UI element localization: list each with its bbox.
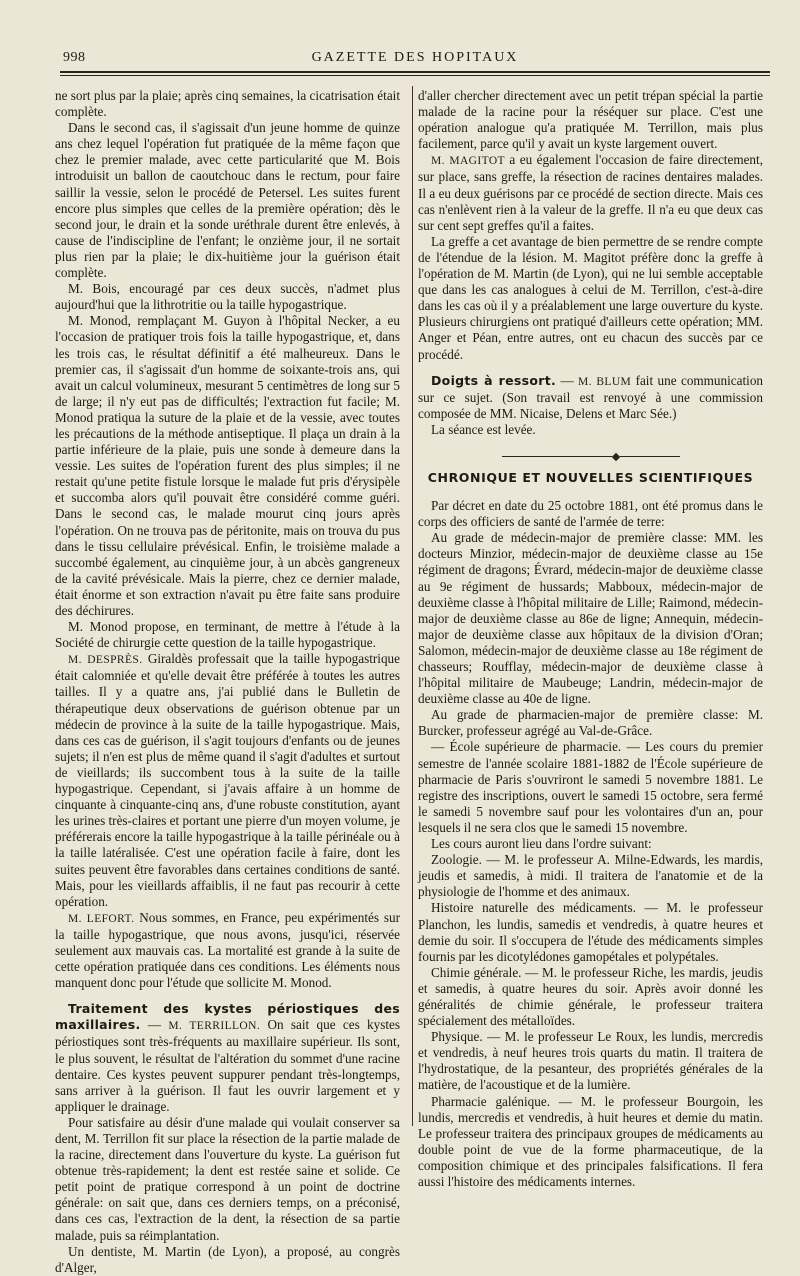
seance-closed: La séance est levée. xyxy=(431,421,536,437)
speaker-text: Nous sommes, en France, peu expérimentés sur la taille hypogastrique, que nous avons, jusqu'ici, réservée seulement aux mauvais cas. La mortalité est grande à la suite de cette opération pratiquée dans ces conditions. Les éléments nous manquent donc pour l'étude que sollicite M. Monod. xyxy=(55,909,400,991)
paragraph-despres xyxy=(55,651,400,910)
running-title: GAZETTE DES HOPITAUX xyxy=(311,50,519,65)
paragraph-magitot xyxy=(418,152,763,233)
paragraph: Les cours auront lieu dans l'ordre suivant: xyxy=(431,836,652,852)
paragraph: Dans le second cas, il s'agissait d'un jeune homme de quinze ans chez lequel l'opération fut pratiquée de la même façon que chez le premier malade, avec cette particularité que M. Bois introduisit un ballon de caoutchouc dans le rectum, pour faire saillir la vessie, selon le procédé de Petersel. Les suites furent encore plus simples que celles de la première opération; dès le second jour, le drain et la sonde uréthrale durent être enlevés, à cause de l'indiscipline de l'enfant; le onzième jour, il ne sortait plus rien par la plaie; le dix-huitième jour la guérison était complète. xyxy=(55,120,400,281)
right-column xyxy=(418,88,763,1190)
paragraph: Un dentiste, M. Martin (de Lyon), a proposé, au congrès d'Alger, xyxy=(55,1243,400,1275)
header-rule-thin xyxy=(60,75,770,76)
speaker-name: M. BLUM xyxy=(578,375,632,388)
paragraph: Pour satisfaire au désir d'une malade qui voulait conserver sa dent, M. Terrillon fit sur place la résection de la partie malade de la racine, directement dans l'ouverture du kyste. La guérison fut obtenue très-rapidement; la dent est restée saine et solide. Ce petit point de pratique correspond à un point de doctrine générale: on sait que, dans ces derniers temps, on a préconisé, dans ces cas, l'extraction de la dent, la résection de sa partie malade, puis sa réimplantation. xyxy=(55,1114,400,1243)
paragraph: Physique. — M. le professeur Le Roux, les lundis, mercredis et vendredis, à neuf heures trois quarts du matin. Il traitera de l'hydrostatique, de la pesanteur, des propriétés générales de la matière, de l'acoustique et de la lumière. xyxy=(418,1029,763,1093)
section-separator xyxy=(418,448,763,458)
section-title: Doigts à ressort. xyxy=(431,372,557,388)
speaker-text: On sait que ces kystes périostiques sont très-fréquents au maxillaire supérieur. Ils sont, le plus souvent, le résultat de l'altération du sommet d'une racine dentaire. Ces kystes peuvent suppurer pendant très-longtemps, sans arriver à la guérison. Il faut les ouvrir largement et y appliquer le drainage. xyxy=(55,1017,400,1114)
paragraph-blum: Doigts à ressort. — M. BLUM fait une communication sur ce sujet. (Son travail est renvoyé à une commission composée de MM. Nicaise, Delens et Marc Sée.) xyxy=(418,372,764,421)
speaker-name: M. LEFORT. xyxy=(68,912,135,925)
page-header xyxy=(60,48,770,72)
paragraph: M. Monod, remplaçant M. Guyon à l'hôpital Necker, a eu l'occasion de pratiquer trois fois la taille hypogastrique, et, dans les trois cas, le résultat définitif a été malheureux. Dans le premier cas, il s'agissait d'un homme de soixante-trois ans, qui avait un calcul volumineux, mesurant 5 centimètres de long sur 5 de large; il n'y eut pas de difficultés; l'extraction fut facile; M. Monod pratiqua la suture de la plaie et de la vessie, avec toutes les précautions de la méthode antiseptique. Il plaça un drain à la partie inférieure de la plaie, puis une sonde à demeure dans la vessie. Les suites de l'opération furent des plus simples; il ne restait qu'une petite fistule lorsque le malade fut pris d'érysipèle et succomba alors qu'il pouvait être considéré comme guéri. Dans le second cas, le malade mourut cinq jours après l'opération. On ne trouva pas de péritonite, mais on trouva du pus dans le tissu cellulaire prévésical. Enfin, le troisième malade a succombé également, au cinquième jour, à un abcès gangreneux de la cavité prévésicale. Mais la pierre, chez ce dernier malade, était énorme et son extraction n'avait pu être faite sans produire des déchirures. xyxy=(55,313,400,618)
paragraph: Par décret en date du 25 octobre 1881, ont été promus dans le corps des officiers de santé de l'armée de terre: xyxy=(418,498,763,530)
paragraph: d'aller chercher directement avec un petit trépan spécial la partie malade de la racine pour la réséquer sur place. C'est une opération analogue qu'a pratiquée M. Terrillon, mais plus facilement, parce qu'il y avait un kyste largement ouvert. xyxy=(418,88,763,152)
paragraph: Chimie générale. — M. le professeur Riche, les mardis, jeudis et samedis, à quatre heures du soir. Après avoir donné les généralités de chimie générale, le professeur traitera spécialement des métalloïdes. xyxy=(418,964,763,1029)
column-divider xyxy=(412,86,413,1126)
paragraph: Zoologie. — M. le professeur A. Milne-Edwards, les mardis, jeudis et samedis, à midi. Il traitera de l'anatomie et de la physiologie de l'homme et des animaux. xyxy=(418,852,763,900)
speaker-name: M. MAGITOT xyxy=(431,155,505,168)
paragraph: — École supérieure de pharmacie. — Les cours du premier semestre de l'année scolaire 1881-1882 de l'École supérieure de pharmacie de Paris s'ouvriront le samedi 5 novembre 1881. Le registre des inscriptions, ouvert le samedi 15 octobre, sera fermé le samedi 5 novembre sauf pour les volontaires d'un an, pour lesquels il ne sera clos que le samedi 15 novembre. xyxy=(418,739,763,835)
speaker-text: fait une communication sur ce sujet. (Son travail est renvoyé à une commission composée de MM. Nicaise, Delens et Marc Sée.) xyxy=(418,372,764,421)
section-title: Traitement des kystes périostiques des maxillaires. xyxy=(55,1001,400,1033)
speaker-text: Giraldès professait que la taille hypogastrique était calomniée et qu'elle devait être préférée à toutes les autres tailles. Il y a quatre ans, j'ai publié dans le Bulletin de thérapeutique deux observations de guérison obtenue par un médecin de province à la suite de la taille hypogastrique. Mais, dans ces cas de guérison, il s'agit toujours d'enfants ou de jeunes sujets; il n'en est plus de même quand il s'agit d'adultes et surtout de vieillards; ils succombent tous à la suite de la taille hypogastrique. Cependant, si j'avais affaire à un homme de cinquante à cinquante-cinq ans, d'une robuste constitution, ayant les urines très-claires et portant une pierre d'un moyen volume, je préférerais encore la taille hypogastrique à la taille périnéale ou à la taille latéralisée. C'est une opération facile à faire, dont les suites peuvent être favorables dans certaines conditions de santé. Mais, pour les vieillards affaiblis, il ne faut pas recourir à cette opération. xyxy=(55,651,401,909)
paragraph: La greffe a cet avantage de bien permettre de se rendre compte de l'étendue de la lésion. M. Magitot préfère donc la greffe à l'opération de M. Martin (de Lyon), qui ne lui semble acceptable que dans les cas analogues à celui de M. Terrillon, c'est-à-dire dans les cas où il y a préalablement une large ouverture du kyste. Plusieurs chirurgiens ont pratiqué d'ailleurs cette opération; MM. Anger et Péan, entre autres, ont eu chacun des succès par ce procédé. xyxy=(418,233,763,362)
paragraph: Pharmacie galénique. — M. le professeur Bourgoin, les lundis, mercredis et vendredis, à huit heures et demie du matin. Le professeur traitera des principaux groupes de médicaments au double point de vue de la forme pharmaceutique, de la composition chimique et des principales falsifications. Il fera aussi l'histoire des médicaments internes. xyxy=(418,1093,763,1189)
left-column xyxy=(55,88,400,1276)
chronique-title: CHRONIQUE ET NOUVELLES SCIENTIFIQUES xyxy=(427,469,754,485)
paragraph: M. Monod propose, en terminant, de mettre à l'étude à la Société de chirurgie cette question de la taille hypogastrique. xyxy=(55,619,400,651)
paragraph: Au grade de médecin-major de première classe: MM. les docteurs Minzior, médecin-major de deuxième classe au 15e régiment de dragons; Évrard, médecin-major de deuxième classe au 9e régiment de hussards; Mabboux, médecin-major de deuxième classe à l'hôpital militaire de Lille; Raimond, médecin-major de deuxième classe au 86e de ligne; Annequin, médecin-major de deuxième classe aux hôpitaux de la division d'Oran; Salomon, médecin-major de deuxième classe au 18e régiment de chasseurs; Roufflay, médecin-major de deuxième classe à l'hôpital militaire de Maubeuge; Landrin, médecin-major de deuxième classe au 40e de ligne. xyxy=(418,530,763,707)
page-number: 998 xyxy=(63,50,86,65)
paragraph: ne sort plus par la plaie; après cinq semaines, la cicatrisation était complète. xyxy=(55,88,400,120)
paragraph-terrillon: Traitement des kystes périostiques des maxillaires. — M. TERRILLON. On sait que ces kystes périostiques sont très-fréquents au maxillaire supérieur. Ils sont, le plus souvent, le résultat de l'altération du sommet d'une racine dentaire. Ces kystes peuvent suppurer pendant très-longtemps, sans arriver à la guérison. Il faut les ouvrir largement et y appliquer le drainage. xyxy=(55,1001,400,1114)
paragraph: Histoire naturelle des médicaments. — M. le professeur Planchon, les lundis, samedis et vendredis, à quatre heures et demie du soir. Il s'occupera de l'étude des médicaments simples fournis par les dicotylédones gamopétales et polypétales. xyxy=(418,900,763,964)
paragraph: M. Bois, encouragé par ces deux succès, n'admet plus aujourd'hui que la lithrotritie ou la taille hypogastrique. xyxy=(55,281,400,313)
header-rule-thick xyxy=(60,71,770,73)
speaker-name: M. TERRILLON. xyxy=(168,1020,261,1033)
speaker-name: M. DESPRÈS. xyxy=(68,654,143,667)
speaker-text: a eu également l'occasion de faire directement, sur place, sans greffe, la résection de racines dentaires malades. Il a eu deux guérisons par ce procédé de section directe. Mais ces cas n'enlèvent rien à la valeur de la greffe. Il n'a eu que deux cas sur cent sept greffes qu'il a faites. xyxy=(418,152,763,233)
paragraph-lefort xyxy=(55,910,400,991)
paragraph: Au grade de pharmacien-major de première classe: M. Burcker, professeur agrégé au Val-de-Grâce. xyxy=(418,707,763,739)
